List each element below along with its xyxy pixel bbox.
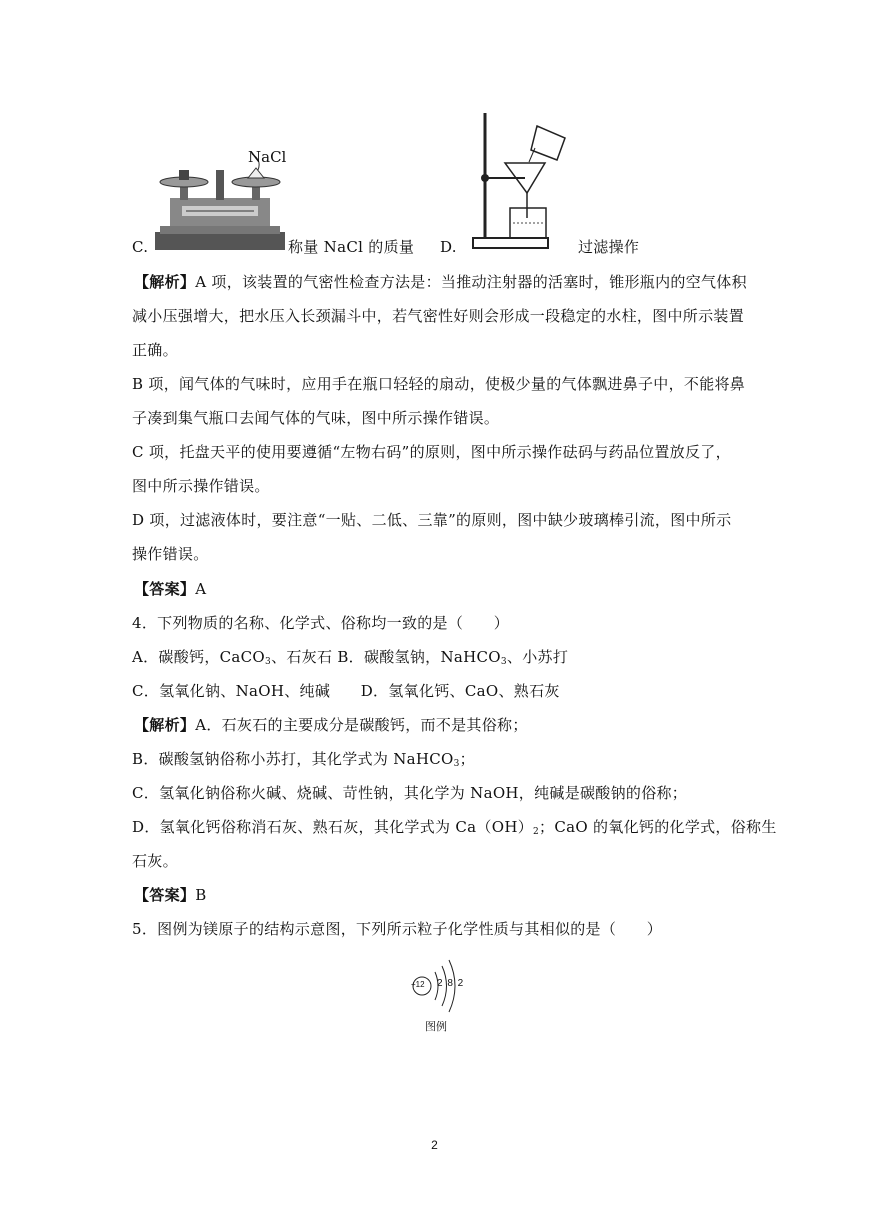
option-c-label: C. [132, 238, 149, 256]
answer-3 [134, 579, 206, 599]
analysis-4-a [134, 715, 528, 735]
atom-shells-label: 2 8 2 [437, 978, 464, 989]
page-number: 2 [431, 1138, 438, 1152]
answer-4 [134, 885, 207, 905]
b-sub: 3 [453, 759, 460, 769]
answer-value: B [195, 886, 207, 904]
question-4-options-ab [132, 647, 568, 672]
analysis-3-d-line-1: D 项，过滤液体时，要注意“一贴、二低、三靠”的原则，图中缺少玻璃棒引流，图中所示 [132, 511, 732, 529]
analysis-head: 【解析】 [134, 273, 196, 291]
option-c-caption: 称量 NaCl 的质量 [288, 238, 415, 256]
option-d-caption: 过滤操作 [578, 238, 640, 256]
answer-head: 【答案】 [134, 886, 196, 904]
opt-b-post: 、小苏打 [506, 648, 569, 666]
answer-head: 【答案】 [134, 580, 196, 598]
atom-caption: 图例 [425, 1020, 447, 1033]
analysis-3-b-line-1: B 项，闻气体的气味时，应用手在瓶口轻轻的扇动，使极少量的气体飘进鼻子中，不能将鼻 [132, 375, 746, 393]
opt-a-post: 、石灰石 B．碳酸氢钠，NaHCO [271, 648, 501, 666]
analysis-text: A．石灰石的主要成分是碳酸钙，而不是其俗称； [195, 716, 528, 734]
analysis-text: A 项，该装置的气密性检查方法是：当推动注射器的活塞时，锥形瓶内的空气体积 [195, 273, 747, 291]
analysis-3-b-line-2: 子凑到集气瓶口去闻气体的气味，图中所示操作错误。 [132, 409, 500, 427]
question-5-stem: 5．图例为镁原子的结构示意图，下列所示粒子化学性质与其相似的是（ ） [132, 920, 663, 938]
d-post: ；CaO 的氧化钙的化学式，俗称生 [539, 818, 777, 836]
analysis-3-d-line-2: 操作错误。 [132, 545, 209, 563]
question-4-stem: 4．下列物质的名称、化学式、俗称均一致的是（ ） [132, 614, 510, 632]
opt-a-pre: A．碳酸钙，CaCO [132, 648, 266, 666]
analysis-3-c-line-1: C 项，托盘天平的使用要遵循“左物右码”的原则，图中所示操作砝码与药品位置放反了， [132, 443, 731, 461]
nacl-label: NaCl [248, 148, 287, 166]
opt-b-sub: 3 [500, 657, 507, 667]
d-pre: D．氢氧化钙俗称消石灰、熟石灰，其化学式为 Ca（OH） [132, 818, 533, 836]
filtration-figure [465, 108, 575, 253]
analysis-4-b [132, 749, 475, 774]
analysis-4-d-line-2: 石灰。 [132, 852, 178, 870]
analysis-head: 【解析】 [134, 716, 196, 734]
analysis-3-a-line-2: 减小压强增大，把水压入长颈漏斗中，若气密性好则会形成一段稳定的水柱，图中所示装置 [132, 307, 745, 325]
d-sub: 2 [533, 827, 540, 837]
b-pre: B．碳酸氢钠俗称小苏打，其化学式为 NaHCO [132, 750, 454, 768]
option-d-label: D. [440, 238, 457, 256]
analysis-3-a-line-1 [134, 272, 747, 292]
atom-nucleus-label: +12 [411, 980, 425, 989]
answer-value: A [195, 580, 207, 598]
analysis-3-c-line-2: 图中所示操作错误。 [132, 477, 270, 495]
analysis-3-a-line-3: 正确。 [132, 341, 178, 359]
b-post: ； [459, 750, 475, 768]
analysis-4-c: C．氢氧化钠俗称火碱、烧碱、苛性钠，其化学为 NaOH，纯碱是碳酸钠的俗称； [132, 784, 688, 802]
question-4-options-cd: C．氢氧化钠、NaOH、纯碱 D．氢氧化钙、CaO、熟石灰 [132, 682, 560, 700]
opt-a-sub: 3 [265, 657, 272, 667]
analysis-4-d-line-1 [132, 817, 777, 842]
